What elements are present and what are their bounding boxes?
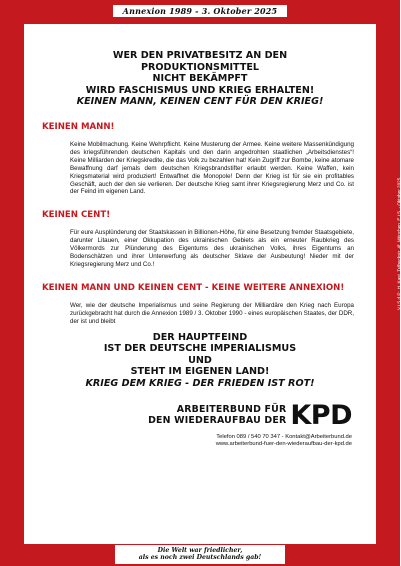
logo-kpd: KPD [290,399,352,431]
section-keine-annexion [42,283,358,326]
contact-website-link: www.arbeiterbund-fuer-den-wiederaufbau-der-kpd.de [215,441,352,448]
closing-slogan: KRIEG DEM KRIEG - DER FRIEDEN IST ROT! [85,377,315,389]
closing-line-2: IST DER DEUTSCHE IMPERIALISMUS [103,343,297,355]
section-title: KEINEN MANN! [42,121,115,132]
section-text: Keine Mobilmachung. Keine Wehrpflicht. Keine Musterung der Armee. Keine weitere Massenkündigung des kriegsführenden deutschen Kapitals und den darin angedrohten staatlichen „Arbeitsdienstes“! Keine Milliarden der Kriegskredite, die das Volk zu bezahlen hat! Kein Zugriff zur Bombe, keine atomare Bewaffnung darf jemals dem deutschen Kriegsbrandstifter erlaubt werden. Keine Waffen, kein Kriegsmaterial wird produziert! Entwaffnet die Monopole! Denn der Krieg ist für sie ein profitables Geschäft, auch der den sie verlieren. Der deutsche Krieg samt ihrer Kriegsregierung Merz und Co. ist der Feind im eigenen Land. [70,140,354,196]
imprint: V.i.S.d.P.: H. Kast, Tulbeckstr. 4f, München, E.i.S. - Oktober 2025 [396,177,401,310]
headline-line-2: PRODUKTIONSMITTEL [140,61,260,73]
section-keinen-mann [42,122,358,196]
headline-line-3: NICHT BEKÄMPFT [152,73,248,85]
footer-slogan [115,545,285,564]
logo-line-2: DEN WIEDERAUFBAU DER [148,414,287,426]
section-text: Wer, wie der deutsche Imperialismus und seine Regierung der Milliardäre den Krieg nach Europa zurückgebracht hat durch die Annexion 1989 / 3. Oktober 1990 - eines europäischen Staates, der DDR, der ist und bleibt [70,301,354,325]
banner-text: Annexion 1989 - 3. Oktober 2025 [113,5,288,17]
top-banner [0,6,400,16]
headline-slogan: KEINEN MANN, KEINEN CENT FÜR DEN KRIEG! [76,96,324,108]
logo-text [148,405,286,426]
poster-content [24,24,376,562]
closing-statement [42,332,358,390]
section-title: KEINEN MANN UND KEINEN CENT - KEINE WEITERE ANNEXION! [42,282,345,293]
headline-line-4: WIRD FASCHISMUS UND KRIEG ERHALTEN! [85,84,315,96]
section-keinen-cent [42,210,358,269]
headline [42,50,358,108]
contact-info [42,434,352,449]
section-text: Für eure Ausplünderung der Staatskassen in Billionen-Höhe, für eine Besetzung fremder Staatsgebiete, darunter Litauen, einer Okkupation des ukrainischen Gebiets als ein erneuter Raubkrieg des Völkermords zur Plünderung des Eigentums des ukrainischen Volks, ihres Eigentums an Bodenschätzen und ihrer Unterwerfung als deutscher Sklave der Ausbeutung! Nieder mit der Kriegsregierung Merz und Co.! [70,229,354,268]
closing-line-3: UND [188,354,212,366]
closing-line-4: STEHT IM EIGENEN LAND! [130,366,270,378]
logo-line-1: ARBEITERBUND FÜR [176,404,287,416]
section-title: KEINEN CENT! [42,210,111,221]
headline-line-1: WER DEN PRIVATBESITZ AN DEN [112,50,288,61]
footer-line-2: als es noch zwei Deutschlands gab! [138,554,262,562]
closing-line-1: DER HAUPTFEIND [152,331,248,343]
organization-logo [42,399,352,431]
footer-line-1: Die Welt war friedlicher, [157,546,243,554]
contact-phone-email: Telefon 089 / 540 70 347 - Kontakt@Arbeiterbund.de [216,433,352,440]
